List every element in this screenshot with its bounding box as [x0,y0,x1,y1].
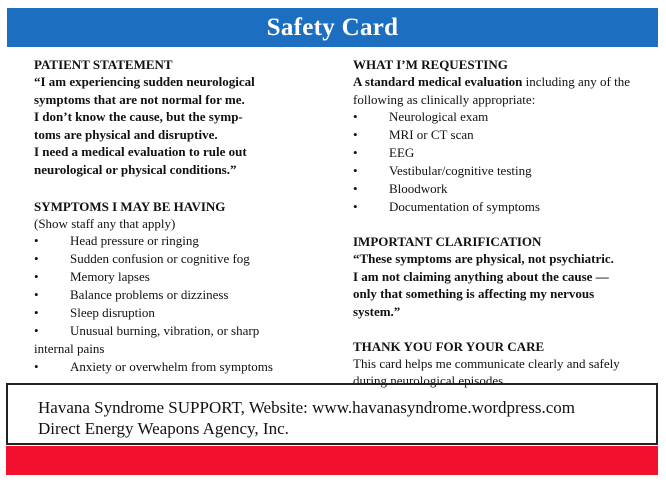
clarification-line: “These symptoms are physical, not psychiatric. [353,251,614,267]
clarification-line: only that something is affecting my nervous [353,286,595,302]
list-item [34,268,324,286]
list-item [34,232,324,250]
request-label: Vestibular/cognitive testing [389,163,532,179]
list-item [353,180,658,198]
patient-statement-heading: PATIENT STATEMENT [34,57,173,72]
bullet-icon: • [353,127,358,143]
bullet-icon: • [34,305,39,321]
requests-list [353,108,658,216]
clarification-statement [353,250,658,320]
bullet-icon: • [34,251,39,267]
request-label: Bloodwork [389,181,448,197]
patient-statement-line: toms are physical and disruptive. [34,126,218,142]
bullet-icon: • [34,287,39,303]
patient-statement [34,73,324,179]
request-label: MRI or CT scan [389,127,474,143]
footer-support-line: Havana Syndrome SUPPORT, Website: www.havanasyndrome.wordpress.com [38,398,575,417]
symptom-label-wrap: internal pains [34,341,105,357]
list-item [34,322,324,340]
symptom-label: Head pressure or ringing [70,233,199,249]
clarification-heading: IMPORTANT CLARIFICATION [353,234,542,250]
list-item [353,144,658,162]
list-item [353,198,658,216]
symptom-label: Sudden confusion or cognitive fog [70,251,250,267]
list-item [34,358,324,376]
symptoms-heading: SYMPTOMS I MAY BE HAVING [34,198,226,214]
request-label: Documentation of symptoms [389,199,540,215]
patient-statement-line: “I am experiencing sudden neurological [34,74,255,89]
list-item [34,304,324,322]
footer-box [6,383,658,445]
requesting-intro-line2: following as clinically appropriate: [353,91,536,107]
list-item [34,250,324,268]
request-label: EEG [389,145,415,161]
list-item-continuation [34,340,324,358]
bullet-icon: • [34,323,39,339]
symptom-label: Balance problems or dizziness [70,287,229,303]
right-column [353,56,658,390]
bullet-icon: • [353,109,358,125]
symptom-label: Unusual burning, vibration, or sharp [70,323,260,339]
thanks-heading: THANK YOU FOR YOUR CARE [353,338,545,354]
list-item [353,108,658,126]
bullet-icon: • [34,233,39,249]
patient-statement-line: symptoms that are not normal for me. [34,91,245,107]
list-item [34,286,324,304]
title-banner [7,8,658,47]
card-title: Safety Card [266,13,399,41]
clarification-line: I am not claiming anything about the cause — [353,268,609,284]
bullet-icon: • [353,163,358,179]
symptom-label: Sleep disruption [70,305,155,321]
bullet-icon: • [34,359,39,375]
symptom-label: Memory lapses [70,269,150,285]
requesting-intro [353,73,658,91]
patient-statement-line: I need a medical evaluation to rule out [34,144,247,160]
clarification-line: system.” [353,303,401,319]
thanks-line: during neurological episodes. [353,373,507,389]
list-item [353,162,658,180]
request-label: Neurological exam [389,109,489,125]
left-column [34,56,324,376]
bullet-icon: • [353,145,358,161]
requesting-intro-rest: including any of the [522,74,630,89]
requesting-intro-bold: A standard medical evaluation [353,74,523,89]
thanks-line: This card helps me communicate clearly and safely [353,355,620,371]
symptom-label: Anxiety or overwhelm from symptoms [70,359,273,375]
symptoms-list [34,232,324,376]
symptoms-note: (Show staff any that apply) [34,215,176,231]
bullet-icon: • [34,269,39,285]
bullet-icon: • [353,181,358,197]
footer-org-line: Direct Energy Weapons Agency, Inc. [38,419,289,438]
patient-statement-line: neurological or physical conditions.” [34,161,237,177]
requesting-heading: WHAT I’M REQUESTING [353,57,508,72]
bottom-red-bar [6,446,658,475]
bullet-icon: • [353,199,358,215]
list-item [353,126,658,144]
patient-statement-line: I don’t know the cause, but the symp- [34,109,243,125]
